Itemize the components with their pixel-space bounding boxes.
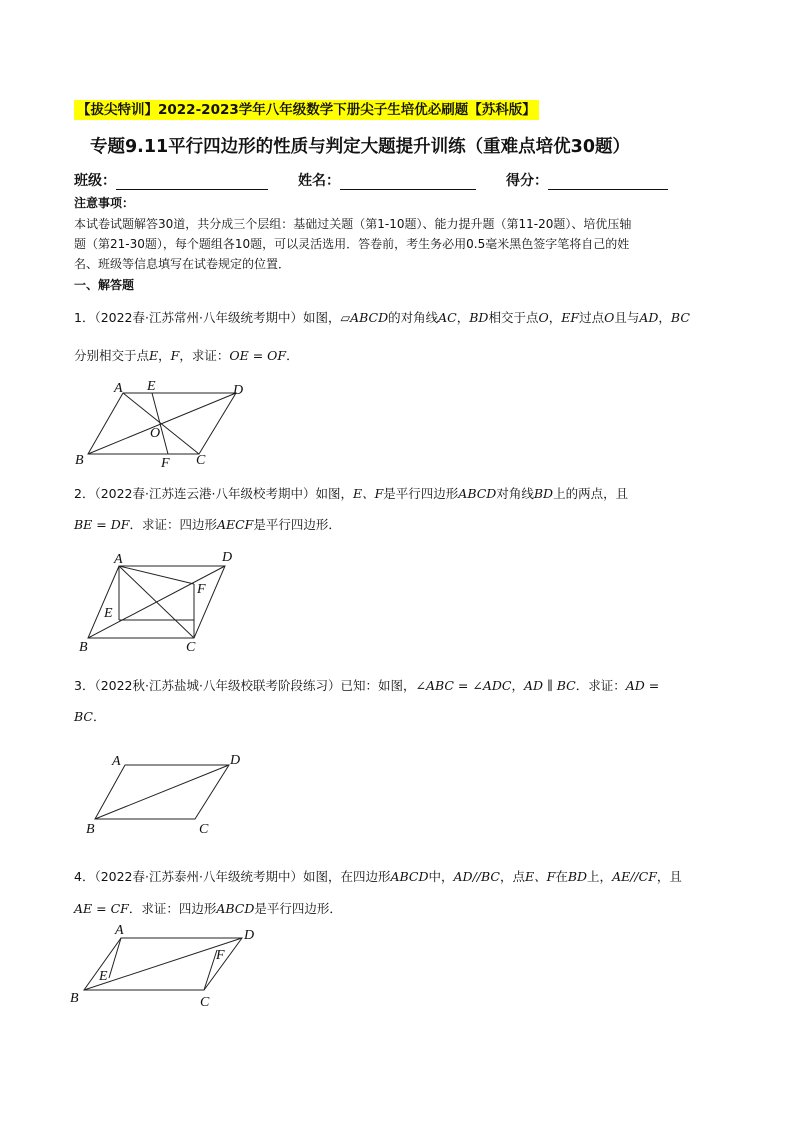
question-2-line-2: BE = DF．求证：四边形AECF是平行四边形． xyxy=(74,517,341,532)
question-1-line-1: 1．（2022春·江苏常州·八年级统考期中）如图，▱ABCD的对角线AC，BD相交于点O，EF过点O且与AD，BC xyxy=(74,310,690,325)
figure-3 xyxy=(95,765,229,819)
label-e: E xyxy=(99,969,108,984)
figure-2 xyxy=(88,566,225,638)
label-c: C xyxy=(186,640,196,655)
notes-line: 本试卷试题解答30道，共分成三个层组：基础过关题（第1-10题）、能力提升题（第11-20题）、培优压轴 xyxy=(74,217,632,231)
class-label: 班级： xyxy=(74,173,116,189)
figure-1 xyxy=(88,393,236,454)
label-b: B xyxy=(75,453,84,468)
notes-line: 名、班级等信息填写在试卷规定的位置． xyxy=(74,257,291,271)
question-3-line-2: BC． xyxy=(74,709,106,724)
label-b: B xyxy=(86,822,95,837)
notes-heading: 注意事项： xyxy=(74,196,135,210)
figure-4 xyxy=(84,938,242,990)
label-e: E xyxy=(104,606,113,621)
label-f: F xyxy=(216,948,225,963)
label-d: D xyxy=(244,928,255,943)
page-title: 专题9.11平行四边形的性质与判定大题提升训练（重难点培优30题） xyxy=(90,137,631,157)
diagonal-bd-4 xyxy=(84,938,242,990)
section-heading: 一、解答题 xyxy=(74,278,135,292)
label-b: B xyxy=(79,640,88,655)
label-e: E xyxy=(147,379,156,394)
label-c: C xyxy=(199,822,209,837)
label-a: A xyxy=(112,754,121,769)
question-1-line-2: 分别相交于点E，F，求证：OE = OF． xyxy=(74,348,299,363)
question-4-line-1: 4．（2022春·江苏泰州·八年级统考期中）如图，在四边形ABCD中，AD//BC，点E、F在BD上，AE//CF，且 xyxy=(74,869,682,884)
segment-af xyxy=(119,566,194,584)
label-b: B xyxy=(70,991,79,1006)
question-2-line-1: 2．（2022春·江苏连云港·八年级校考期中）如图，E、F是平行四边形ABCD对角线BD上的两点，且 xyxy=(74,486,629,501)
diagonal-bd-3 xyxy=(95,765,229,819)
label-a: A xyxy=(115,923,124,938)
segment-ae-4 xyxy=(109,938,121,978)
name-label: 姓名： xyxy=(298,173,340,189)
series-banner: 【拔尖特训】2022-2023学年八年级数学下册尖子生培优必刷题【苏科版】 xyxy=(74,100,539,120)
label-f: F xyxy=(161,456,170,471)
segment-ef xyxy=(152,393,168,454)
diagonal-bd xyxy=(88,393,236,454)
notes-line: 题（第21-30题），每个题组各10题，可以灵活选用．答卷前，考生务必用0.5毫米黑色签字笔将自己的姓 xyxy=(74,237,630,251)
label-d: D xyxy=(222,550,233,565)
label-a: A xyxy=(114,552,123,567)
label-a: A xyxy=(114,381,123,396)
question-4-line-2: AE = CF．求证：四边形ABCD是平行四边形． xyxy=(74,901,342,916)
label-d: D xyxy=(230,753,241,768)
score-label: 得分： xyxy=(506,173,548,189)
label-d: D xyxy=(233,383,244,398)
label-f: F xyxy=(197,582,206,597)
label-c: C xyxy=(196,453,206,468)
question-3-line-1: 3．（2022秋·江苏盐城·八年级校联考阶段练习）已知：如图，∠ABC = ∠ADC，AD ∥ BC．求证：AD = xyxy=(74,678,660,693)
label-o: O xyxy=(150,426,161,441)
label-c: C xyxy=(200,995,210,1010)
diagonal-ac-2 xyxy=(119,566,194,638)
